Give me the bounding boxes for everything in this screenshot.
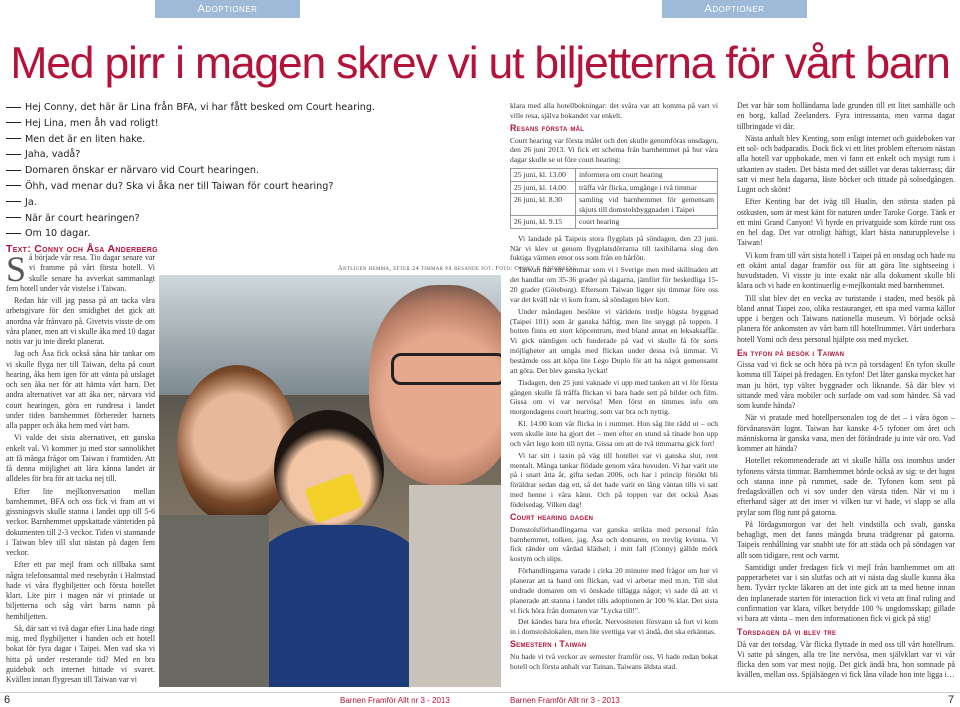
paragraph: Samtidigt under fredagen fick vi mejl från barnhemmet om att papperarbetet var i sin slutfas och att vi nästa dag skulle kunna åka hem. Tyvärr tyckte läkaren att det inte gick att ta med henne innan den inplanerade starten för interaction fick vi veta att final ruling and confirmation var klara, vilket betydde 100 % ungdomsskap; gillade vi bara att vänta – men den informationen fick vi gick på stig! <box>737 562 955 623</box>
subheading: Semestern i Taiwan <box>510 639 587 650</box>
paragraph: Domstolsförhandlingarna var ganska strikta med personal från barnhemmet, tolken, jag, Åsa och domaren, en trevlig kvinna. Vi fick ränder om vårdad klädsel; i mitt fall (Conny) gällde mörk kostym och slips. <box>510 524 718 564</box>
paragraph: Vi valde det sista alternativet, ett ganska enkelt val. Vi kommer ju med stor sannolikhet att få många frågor om Taiwan i framtiden. Att få denna möjlighet att lära känna landet är alldeles för bra för att tacka nej till. <box>6 433 155 484</box>
paragraph: klara med alla hotellbokningar: det svåra var att komma på vart vi ville resa, själva bokandet var enkelt. <box>510 101 718 120</box>
paragraph: Vi kom fram till vårt sista hotell i Taipei på en onsdag och hade nu ett okänt antal dagar framför oss för att göra lite sightseeing i huvudstaden. Vi visste ju inte exakt när alla dokument skulle bli klara och vi hade en kontinuerlig e-mejlkontakt med barnhemmet. <box>737 250 955 291</box>
paragraph: Tisdagen, den 25 juni vaknade vi upp med tanken att vi för första gången skulle få träffa flickan vi bara hade sett på bilder och film. Gissa om vi var nervösa! Men först en timmes info om morgondagens court hearing, som var bra och nyttig. <box>510 377 718 417</box>
paragraph: Vi tar sitt i taxin på väg till hotellet var vi ganska slut, rent mentalt. Många tankar flödade genom våra huvuden. Vi har varit ute på i snart åtta år, gifta sedan 2006, och har i princip försökt bli föräldrar sedan dag ett, så det hade varit en lång väntan tills vi satt med henne i våra känn. Och på toppen var det också Åsas födelsedag. Vilken dag! <box>510 450 718 509</box>
footer-title-left: Barnen Framför Allt nr 3 - 2013 <box>340 696 450 705</box>
dialogue-line: Ja. <box>6 195 496 211</box>
subheading: Court hearing dagen <box>510 511 594 522</box>
dialogue-line: När är court hearingen? <box>6 211 496 227</box>
paragraph: Gissa vad vi fick se och höra på tv:n på torsdagen! En tyfon skulle komma till Taipei på fredagen. En tyfon! Det låter ganska mycket har man ju hört, typ välter byggnader och liknande. Så där blev vi sittande med våra mobiler och surfade om vad som händer. Så vad som kunde hända? <box>737 360 955 410</box>
section-tab-right: Adoptioner <box>662 0 807 18</box>
article-column-4 <box>737 101 955 683</box>
dialogue-line: Jaha, vadå? <box>6 147 496 163</box>
paragraph: Efter Kenting bar det iväg till Hualin, den största staden på ostkusten, som är mest känt för naturen under Taroke Gorge. Tänk er ett mini Grand Canyon! Vi hyrde en privatguide som körde runt oss en hel dag. Det var otroligt häftigt, klart bästa naturupplevelse i Taiwan! <box>737 197 955 248</box>
lead-paragraph <box>6 249 155 294</box>
paragraph: Vi landade på Taipeis stora flygplats på söndagen, den 23 juni. När vi klev ut genom flygplatsdörrarna till taxibilarna slog den fuktiga värmen emot oss som från en hårfön. <box>510 233 718 263</box>
man-head <box>369 285 501 485</box>
dialogue-list <box>6 100 496 242</box>
dialogue-line: Hej Conny, det här är Lina från BFA, vi har fått besked om Court hearing. <box>6 100 496 116</box>
lead-text: å började vår resa. Tio dagar senare var vi framme på vårt första hotell. Vi skulle senare ha avverkat sammanlagt fem hotell under vår vistelse i Taiwan. <box>6 253 155 293</box>
paragraph: Jag och Åsa fick också såna här tankar om vi skulle flyga ner till Taiwan, delta på court hearing, åka hem igen för att vänta på utslaget och sen åka ner för att hämta vårt barn. Det andra alternativet var att åka ner, närvara vid court hearingen, göra en rundresa i landet under tiden barnhemmet förbereder barnets alla papper och åka hem med vårt barn. <box>6 349 155 430</box>
schedule-time: 25 juni, kl. 14.00 <box>511 181 576 194</box>
schedule-time: 25 juni, kl. 13.00 <box>511 169 576 182</box>
paragraph: Taiwan har sin sommar som vi i Sverige men med skillnaden att det handlar om 35-36 grader på dagarna, jämfört för beskedliga 15-20 grader (Göteborg). Eftersom Taiwan ligger sju timmar före oss var det kväll när vi kom fram, så söndagen blev kort. <box>510 265 718 304</box>
dialogue-line: Öhh, vad menar du? Ska vi åka ner till Taiwan för court hearing? <box>6 179 496 195</box>
byline: Text: Conny och Åsa Anderberg <box>6 243 158 255</box>
paragraph: Det kändes bara bra efteråt. Nervositeten försvann så fort vi kom in i domstolslokalen, men lite svettiga var vi ändå, det ska erkännas. <box>510 617 718 637</box>
drop-cap: S <box>6 249 27 289</box>
photo-caption: Äntligen hemma, efter 24 timmar på resande fot. Foto: Conny E Anderberg. <box>338 265 579 272</box>
section-tab-left: Adoptioner <box>155 0 300 18</box>
schedule-text: informera om court hearing <box>576 169 718 182</box>
schedule-table <box>510 168 718 229</box>
subheading: Resans första mål <box>510 122 585 133</box>
paragraph: Redan här vill jag passa på att tacka våra arbetsgivare för den smidighet det gick att anordna vår frånvaro på. Givetvis visste de om våra planer, men att vi skulle åka med 10 dagar notis var ju inte direkt planerat. <box>6 296 155 346</box>
paragraph: Så, där satt vi två dagar efter Lina hade ringt mig, med flygbiljetter i handen och ett hotell bokat för fyra dagar i Taipei. Men vad ska vi hitta på under resterande tid? Med en bra guidebok och internet hittade vi svaret. Kvällen innan flygresan till Taiwan var vi <box>6 623 155 684</box>
paragraph: Kl. 14.00 kom vår flicka in i rummet. Hon såg lite rädd ut – och vem skulle inte ha gjort det – men efter en stund så tinade hon upp och vårt lego kom till nytta. Gissa om att de två timmarna gick fort! <box>510 419 718 448</box>
family-photo <box>159 275 501 687</box>
paragraph: Nu hade vi två veckor av semester framför oss. Vi hade redan bokat hotell och första anhalt var Tainan, Taiwans äldsta stad. <box>510 652 718 671</box>
paragraph: Efter ett par mejl fram och tillbaka samt några telefonsamtal med resebyrån i Halmstad hade vi våra flygbiljetter och första hotellet klart. Lite pirr i magen när vi printade ut biljetterna och såg vårt barns namn på hembiljetten. <box>6 560 155 621</box>
dialogue-line: Domaren önskar er närvaro vid Court hearingen. <box>6 163 496 179</box>
footer-rule-right <box>480 692 960 693</box>
paragraph: Under måndagen besökte vi världens tredje högsta byggnad (Taipei 101) som är ganska häftig, men lite snyggt på toppen. I botten finns ett stort köpcentrum, med bland annat en leksaksaffär. Vi gick nämligen och funderade på vad vi skulle få för sorts möjligheter att umgås med flickan under dessa två timmar. Vi bestämde oss att köpa lite Lego Duplo för att ha något gemensamt att göra. Det blev ganska lyckat! <box>510 306 718 375</box>
subheading: En tyfon på besök i Taiwan <box>737 347 845 358</box>
child-shirt <box>244 525 434 687</box>
paragraph: Till slut blev det en vecka av turistande i staden, med besök på bland annat Taipei zoo, olika restauranger, ett spa med varma källor uppe i bergen och Taiwans nationella museum. Vi började också planera för ankomsten av vårt barn till hotellrummet. Vårt underbara hotell Yomi och dess personal hjälpte oss med mycket. <box>737 293 955 344</box>
article-column-3 <box>510 101 718 674</box>
subheading: Torsdagen då vi blev tre <box>737 627 837 638</box>
table-row <box>511 169 718 182</box>
paragraph: Nästa anhalt blev Kenting, som enligt internet och guideboken var ett sol- och badparadis. Dock fick vi ett litet problem eftersom nästan alla hotell var uppbokade, men vi fann ett enkelt och mysigt rum i utkanten av staden. Det bästa med det stället var deras takterrass; där satt vi mest hela dagarna, läste böcker och tittade på solnedgången. Lugnt och skönt! <box>737 133 955 194</box>
dialogue-line: Men det är en liten hake. <box>6 132 496 148</box>
dialogue-line: Hej Lina, men åh vad roligt! <box>6 116 496 132</box>
table-row <box>511 216 718 229</box>
paragraph: Förhandlingarna varade i cirka 20 minuter med frågor om hur vi planerar att ta hand om flickan, vad vi arbetar med m.m. Till slut undrade domaren om vi önskade tillägga något; vi sade då att vi planerade att stanna i landet tills adoptionen är 100 % klar. Det sista vi fick höra från domaren var "Lycka till!". <box>510 566 718 615</box>
paragraph: När vi pratade med hotellpersonalen tog de det – i våra ögon – förvånansvärt lugnt. Taiwan har kanske 4-5 tyfoner om året och människorna är ganska vana, men det förändrade ju inte vår oro. Vad kommer att hända? <box>737 413 955 453</box>
paragraph: Då var det torsdag. Vår flicka flyttade in med oss till vårt hotellrum. Vi satte på sängen, alla tre lite nervösa, men självklart var vi vår flicka den som var mest nojig. Det gick ändå bra, hon somnade på kvällen, mellan oss. Spjälsängen vi fick låna vilade hon inte ligga i… <box>737 639 955 680</box>
woman-shoulder <box>159 515 269 687</box>
schedule-text: samling vid barnhemmet för gemensam skjuts till domstolsbyggnaden i Taipei <box>576 194 718 216</box>
paragraph: Hotellet rekommenderade att vi skulle hålla oss inomhus under tyfonens värsta timmar. Barnhemmet hörde också av sig: te det lugnt och stanna inne på rummet, sade de. Tyfonen kom sent på fredagskvällen och vi sov under den värsta tiden. När vi nu i efterhand säger att det inser vi vilken tur vi hade, vi slapp se alla prylar som flög runt på gatorna. <box>737 456 955 517</box>
paragraph: Det var här som holländarna lade grunden till ett litet samhälle och en borg, kallad Zeelanders. Fyra intressanta, men varma dagar tillbringade vi där. <box>737 101 955 131</box>
schedule-text: court hearing <box>576 216 718 229</box>
footer-title-right: Barnen Framför Allt nr 3 - 2013 <box>510 696 620 705</box>
dialogue-line: Om 10 dagar. <box>6 226 496 242</box>
page-number-left: 6 <box>4 694 11 706</box>
table-row <box>511 181 718 194</box>
schedule-text: träffa vår flicka, umgånge i två timmar <box>576 181 718 194</box>
glasses <box>391 353 501 385</box>
paragraph: Court hearing var första målet och den skulle genomföras onsdagen, den 26 juni 2013. Vi fick ett schema från barnhemmet på hur våra dagar skulle se ut före court hearing: <box>510 135 718 165</box>
schedule-time: 26 juni, kl. 8.30 <box>511 194 576 216</box>
page-number-right: 7 <box>948 694 955 706</box>
table-row <box>511 194 718 216</box>
paragraph: Efter lite mejlkonversation mellan barnhemmet, BFA och oss fick vi fram att vi gissningsvis skulle stanna i landet upp till 5-6 veckor. Barnhemmet uppskattade väntetiden på dokumenten till 2-3 veckor. Tiden vi stannande i Taiwan blev till slut nästan på dagen fem veckor. <box>6 486 155 557</box>
article-column-1 <box>6 249 155 687</box>
schedule-time: 26 juni, kl. 9.15 <box>511 216 576 229</box>
man-shirt <box>409 485 501 687</box>
headline: Med pirr i magen skrev vi ut biljetterna för vårt barn <box>10 39 950 88</box>
paragraph: På lördagsmorgon var det helt vindstilla och svalt, ganska behagligt, men det fanns mängda bruna trädgrenar på gatorna. Taipeis renhållning var snabbt ute för att städa och på söndagen var allt som tidigare, rent och varmt. <box>737 519 955 560</box>
footer-rule-left <box>0 692 480 693</box>
